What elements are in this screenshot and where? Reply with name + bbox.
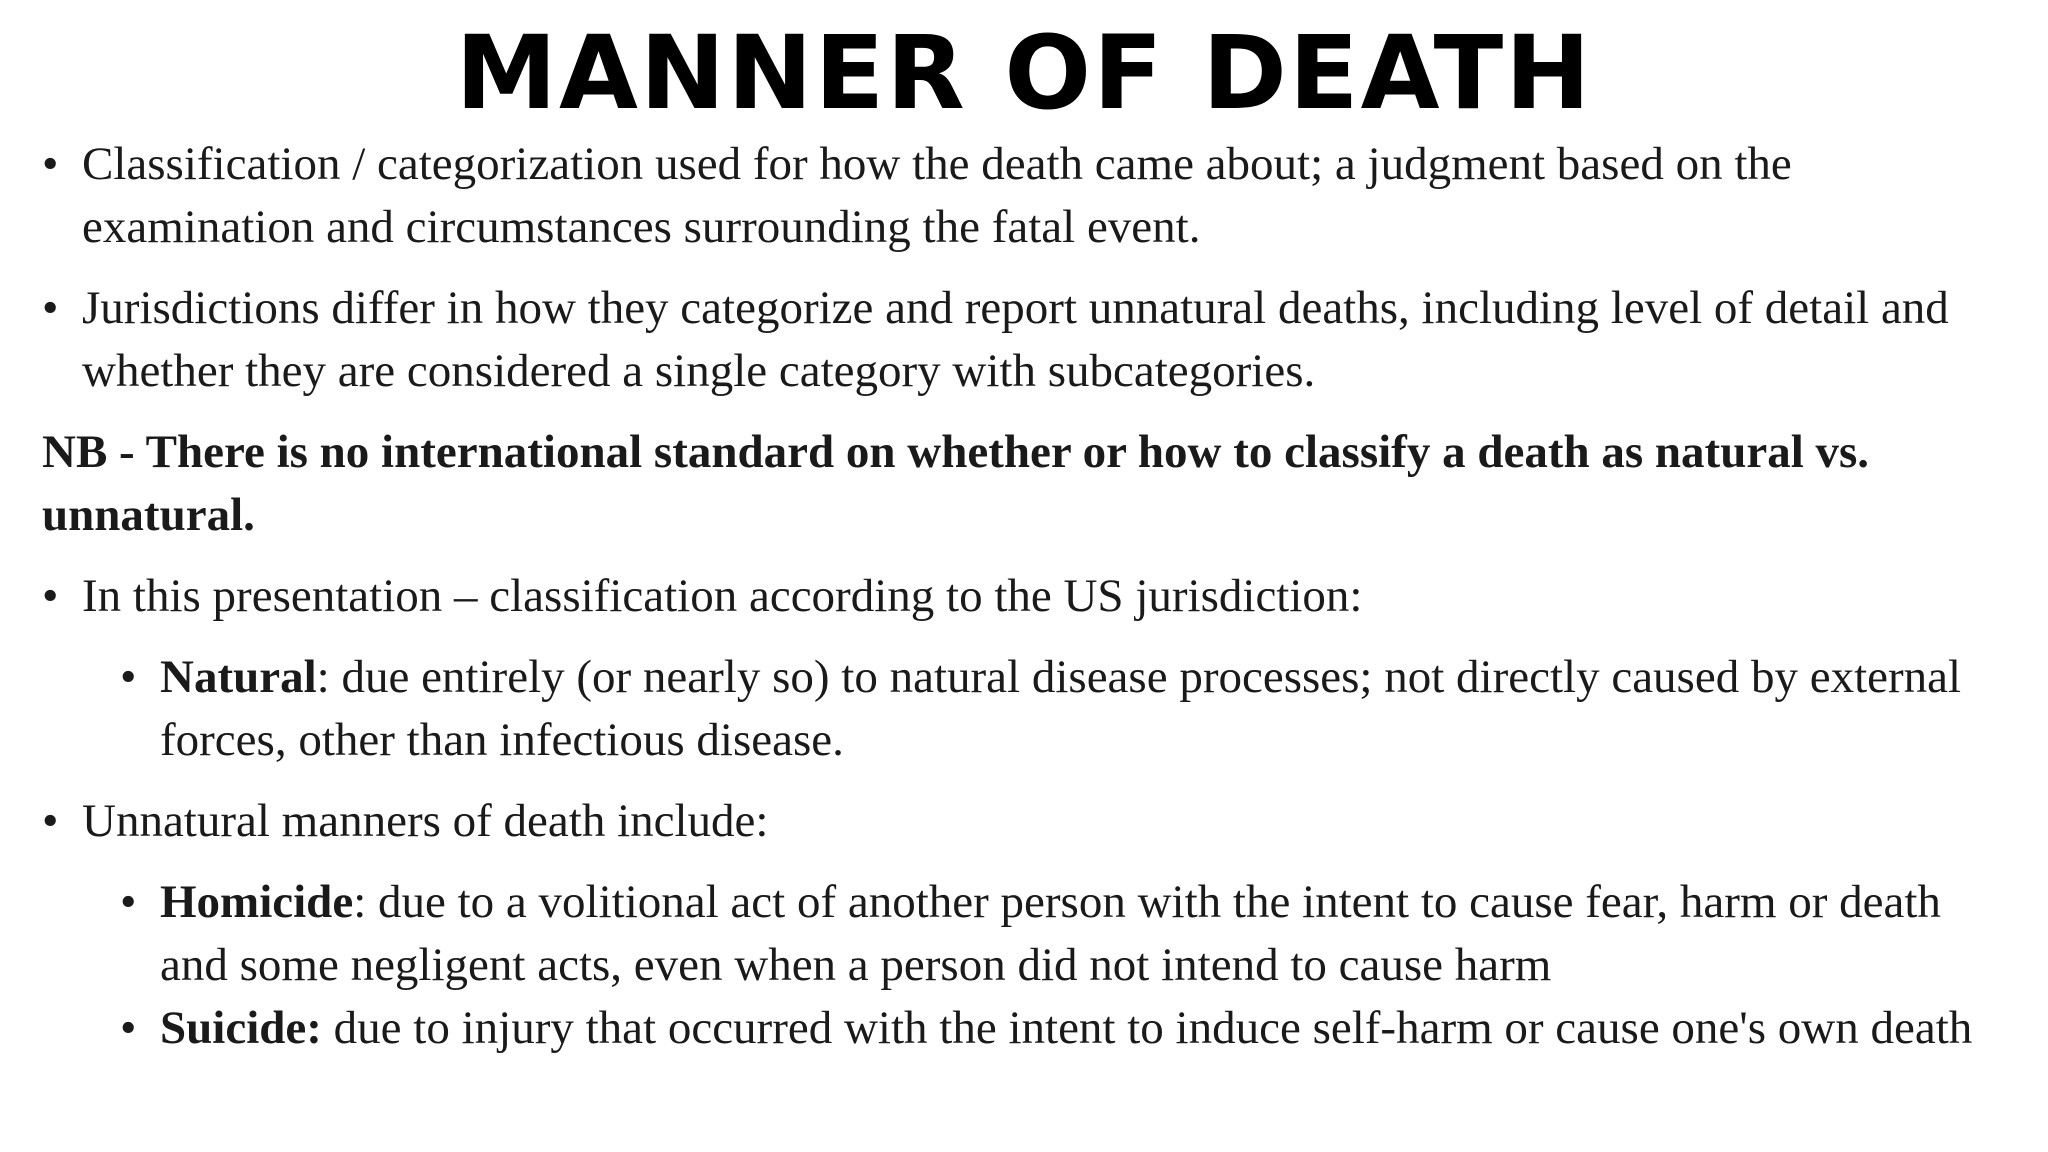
bullet-dot: • (120, 876, 137, 928)
term-homicide: Homicide (160, 876, 354, 928)
definition-natural: : due entirely (or nearly so) to natural disease processes; not directly caused by external forces, other than infectious disease. (160, 651, 1962, 766)
bullet-text: Unnatural manners of death include: (82, 795, 769, 847)
definition-suicide: due to injury that occurred with the intent to induce self-harm or cause one's own death (321, 1002, 1973, 1054)
bullet-classification (42, 133, 1992, 259)
slide-title: MANNER OF DEATH (455, 14, 1593, 133)
bullet-dot: • (120, 651, 137, 703)
sub-bullet-homicide (120, 871, 1992, 997)
bullet-us-classification (42, 565, 1992, 628)
bullet-text: Classification / categorization used for how the death came about; a judgment based on the examination and circumstances surrounding the fatal event. (82, 138, 1792, 253)
sub-bullet-suicide (120, 997, 1992, 1060)
bullet-unnatural-manners (42, 790, 1992, 853)
bullet-dot: • (42, 138, 59, 190)
bullet-jurisdictions (42, 277, 1992, 403)
bullet-text: Jurisdictions differ in how they categorize and report unnatural deaths, including level of detail and whether they are considered a single category with subcategories. (82, 282, 1949, 397)
definition-homicide: : due to a volitional act of another person with the intent to cause fear, harm or death and some negligent acts, even when a person did not intend to cause harm (160, 876, 1941, 991)
sub-bullet-natural (120, 646, 1992, 772)
bullet-dot: • (42, 795, 59, 847)
bullet-dot: • (42, 570, 59, 622)
term-natural: Natural (160, 651, 317, 703)
slide-body (42, 133, 1992, 1060)
nb-note: NB - There is no international standard on whether or how to classify a death as natural vs. unnatural. (42, 426, 1870, 541)
bullet-text: In this presentation – classification according to the US jurisdiction: (82, 570, 1363, 622)
bullet-dot: • (120, 1002, 137, 1054)
term-suicide: Suicide: (160, 1002, 322, 1054)
bullet-dot: • (42, 282, 59, 334)
